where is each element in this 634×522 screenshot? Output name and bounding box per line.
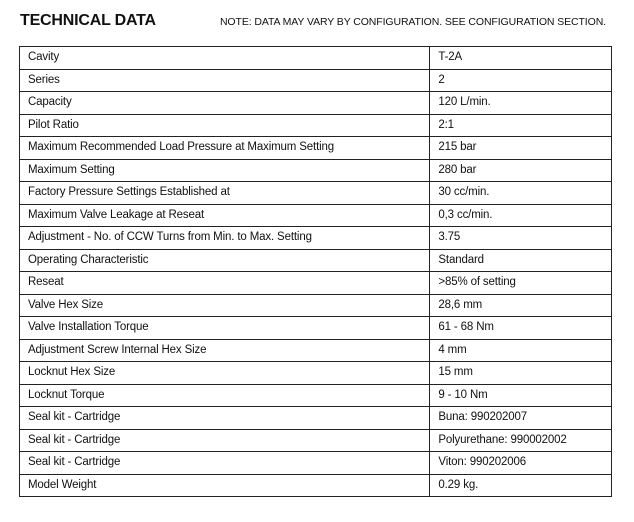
value-cell: Viton: 990202006 [430, 452, 612, 475]
table-row [20, 384, 612, 407]
value-cell: 0.29 kg. [430, 474, 612, 497]
table-row [20, 452, 612, 475]
value-cell: >85% of setting [430, 272, 612, 295]
table-row [20, 69, 612, 92]
table-row [20, 182, 612, 205]
table-row [20, 339, 612, 362]
section-title: TECHNICAL DATA [20, 12, 156, 29]
value-cell: 9 - 10 Nm [430, 384, 612, 407]
parameter-cell: Cavity [20, 47, 430, 70]
parameter-cell: Valve Hex Size [20, 294, 430, 317]
table-row [20, 227, 612, 250]
table-row [20, 362, 612, 385]
configuration-note: NOTE: DATA MAY VARY BY CONFIGURATION. SEE CONFIGURATION SECTION. [219, 16, 606, 28]
parameter-cell: Maximum Valve Leakage at Reseat [20, 204, 430, 227]
value-cell: 280 bar [430, 159, 612, 182]
parameter-cell: Adjustment - No. of CCW Turns from Min. to Max. Setting [20, 227, 430, 250]
value-cell: 0,3 cc/min. [430, 204, 612, 227]
table-row [20, 114, 612, 137]
parameter-cell: Model Weight [20, 474, 430, 497]
parameter-cell: Series [20, 69, 430, 92]
parameter-cell: Seal kit - Cartridge [20, 407, 430, 430]
parameter-cell: Adjustment Screw Internal Hex Size [20, 339, 430, 362]
table-row [20, 474, 612, 497]
table-row [20, 204, 612, 227]
value-cell: 30 cc/min. [430, 182, 612, 205]
table-row [20, 294, 612, 317]
value-cell: 215 bar [430, 137, 612, 160]
table-row [20, 92, 612, 115]
parameter-cell: Locknut Torque [20, 384, 430, 407]
parameter-cell: Seal kit - Cartridge [20, 429, 430, 452]
parameter-cell: Seal kit - Cartridge [20, 452, 430, 475]
parameter-cell: Reseat [20, 272, 430, 295]
parameter-cell: Maximum Setting [20, 159, 430, 182]
value-cell: Standard [430, 249, 612, 272]
parameter-cell: Factory Pressure Settings Established at [20, 182, 430, 205]
section-header [20, 10, 610, 34]
parameter-cell: Maximum Recommended Load Pressure at Maximum Setting [20, 137, 430, 160]
technical-data-body [20, 47, 612, 497]
table-row [20, 249, 612, 272]
table-row [20, 137, 612, 160]
table-row [20, 317, 612, 340]
value-cell: 3.75 [430, 227, 612, 250]
technical-data-table [19, 46, 612, 497]
table-row [20, 272, 612, 295]
value-cell: 28,6 mm [430, 294, 612, 317]
value-cell: 4 mm [430, 339, 612, 362]
parameter-cell: Valve Installation Torque [20, 317, 430, 340]
value-cell: 2:1 [430, 114, 612, 137]
table-row [20, 159, 612, 182]
value-cell: 2 [430, 69, 612, 92]
value-cell: 61 - 68 Nm [430, 317, 612, 340]
table-row [20, 407, 612, 430]
value-cell: Polyurethane: 990002002 [430, 429, 612, 452]
value-cell: Buna: 990202007 [430, 407, 612, 430]
parameter-cell: Locknut Hex Size [20, 362, 430, 385]
parameter-cell: Pilot Ratio [20, 114, 430, 137]
table-row [20, 429, 612, 452]
table-row [20, 47, 612, 70]
parameter-cell: Capacity [20, 92, 430, 115]
value-cell: 15 mm [430, 362, 612, 385]
value-cell: 120 L/min. [430, 92, 612, 115]
parameter-cell: Operating Characteristic [20, 249, 430, 272]
value-cell: T-2A [430, 47, 612, 70]
